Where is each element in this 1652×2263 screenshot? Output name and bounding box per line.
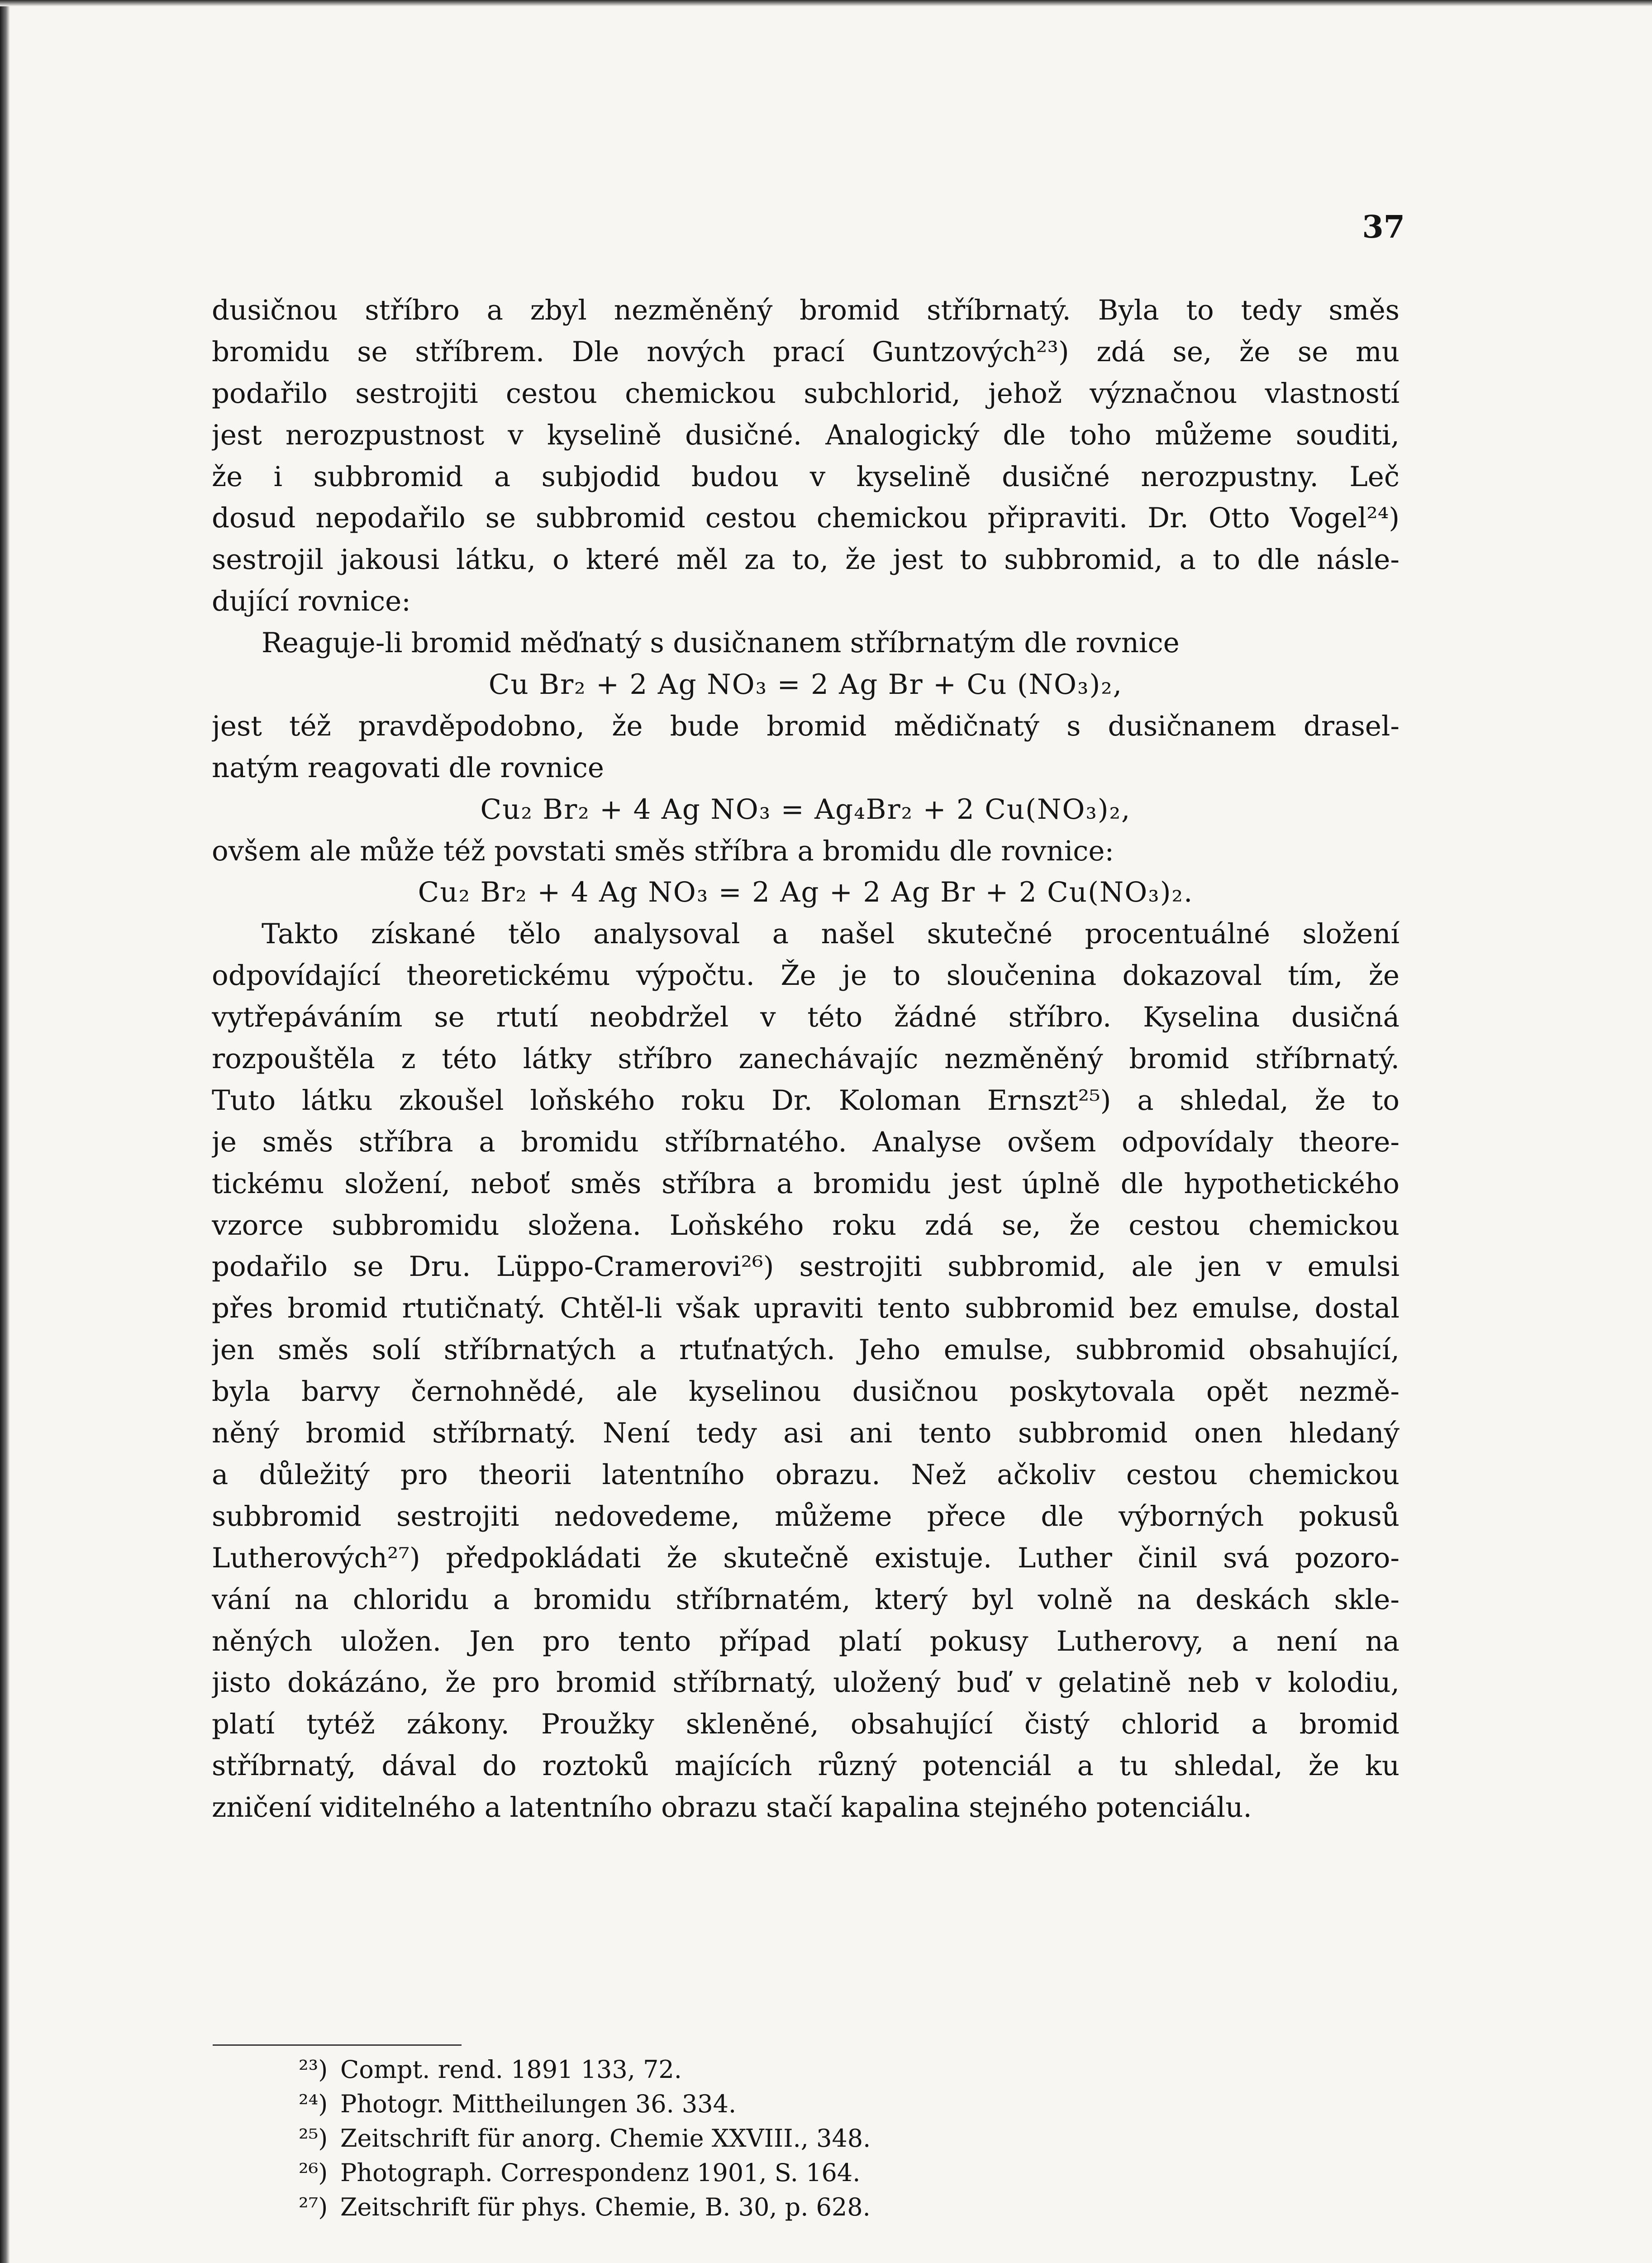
footnote-26 bbox=[299, 2156, 977, 2190]
footnote-text: Zeitschrift für anorg. Chemie XXVIII., 348. bbox=[340, 2124, 871, 2153]
text-line: zničení viditelného a latentního obrazu stačí kapalina stejného potenciálu. bbox=[212, 1791, 1252, 1824]
footnote-23 bbox=[299, 2053, 977, 2087]
text-line: dosud nepodařilo se subbromid cestou chemickou připraviti. Dr. Otto Vogel²⁴) bbox=[212, 502, 1400, 535]
text-line: vzorce subbromidu složena. Loňského roku zdá se, že cestou chemickou bbox=[212, 1209, 1400, 1241]
text-line: jest nerozpustnost v kyselině dusičné. Analogický dle toho můžeme souditi, bbox=[212, 419, 1400, 451]
text-line: jest též pravděpodobno, že bude bromid mědičnatý s dusičnanem drasel- bbox=[212, 710, 1400, 742]
text-line: jen směs solí stříbrnatých a rtuťnatých. Jeho emulse, subbromid obsahující, bbox=[212, 1334, 1400, 1366]
footnote-25 bbox=[299, 2121, 977, 2156]
footnote-text: Photograph. Correspondenz 1901, S. 164. bbox=[340, 2158, 861, 2187]
text-line: přes bromid rtutičnatý. Chtěl-li však upraviti tento subbromid bez emulse, dostal bbox=[212, 1292, 1400, 1325]
text-line: dující rovnice: bbox=[212, 585, 411, 618]
text-line: podařilo se Dru. Lüppo-Cramerovi²⁶) sestrojiti subbromid, ale jen v emulsi bbox=[212, 1251, 1400, 1283]
text-line: Lutherových²⁷) předpokládati že skutečně existuje. Luther činil svá pozoro- bbox=[212, 1542, 1400, 1574]
text-line: jisto dokázáno, že pro bromid stříbrnatý, uložený buď v gelatině neb v kolodiu, bbox=[212, 1666, 1400, 1699]
text-line: tickému složení, neboť směs stříbra a bromidu jest úplně dle hypothetického bbox=[212, 1167, 1400, 1200]
text-line: subbromid sestrojiti nedovedeme, můžeme přece dle výborných pokusů bbox=[212, 1500, 1400, 1533]
text-line: rozpouštěla z této látky stříbro zanechávajíc nezměněný bromid stříbrnatý. bbox=[212, 1043, 1400, 1075]
text-line: podařilo sestrojiti cestou chemickou subchlorid, jehož význačnou vlastností bbox=[212, 377, 1400, 410]
text-line: něných uložen. Jen pro tento případ platí pokusy Lutherovy, a není na bbox=[212, 1625, 1400, 1657]
text-line: byla barvy černohnědé, ale kyselinou dusičnou poskytovala opět nezmě- bbox=[212, 1375, 1400, 1408]
footnote-divider bbox=[213, 2044, 462, 2046]
text-line: stříbrnatý, dával do roztoků majících různý potenciál a tu shledal, že ku bbox=[212, 1750, 1400, 1782]
footnote-mark: ²⁷) bbox=[299, 2193, 328, 2221]
text-line: vytřepáváním se rtutí neobdržel v této žádné stříbro. Kyselina dusičná bbox=[212, 1001, 1400, 1034]
text-line: něný bromid stříbrnatý. Není tedy asi ani tento subbromid onen hledaný bbox=[212, 1417, 1400, 1450]
text-line: Tuto látku zkoušel loňského roku Dr. Koloman Ernszt²⁵) a shledal, že to bbox=[212, 1084, 1400, 1117]
text-line: natým reagovati dle rovnice bbox=[212, 751, 604, 784]
footnote-mark: ²³) bbox=[299, 2055, 328, 2084]
chemical-equation: Cu₂ Br₂ + 4 Ag NO₃ = Ag₄Br₂ + 2 Cu(NO₃)₂, bbox=[480, 793, 1131, 826]
footnote-mark: ²⁶) bbox=[299, 2158, 328, 2187]
text-line: odpovídající theoretickému výpočtu. Že je to sloučenina dokazoval tím, že bbox=[212, 960, 1400, 992]
text-line: že i subbromid a subjodid budou v kyselině dusičné nerozpustny. Leč bbox=[212, 460, 1400, 493]
chemical-equation: Cu Br₂ + 2 Ag NO₃ = 2 Ag Br + Cu (NO₃)₂, bbox=[488, 668, 1123, 701]
footnote-text: Zeitschrift für phys. Chemie, B. 30, p. 628. bbox=[340, 2193, 871, 2221]
text-line: vání na chloridu a bromidu stříbrnatém, který byl volně na deskách skle- bbox=[212, 1583, 1400, 1616]
page-number: 37 bbox=[1362, 209, 1405, 245]
footnote-mark: ²⁴) bbox=[299, 2090, 328, 2118]
footnote-text: Photogr. Mittheilungen 36. 334. bbox=[340, 2090, 737, 2118]
footnote-27 bbox=[299, 2190, 977, 2225]
text-line: dusičnou stříbro a zbyl nezměněný bromid stříbrnatý. Byla to tedy směs bbox=[212, 294, 1400, 326]
text-line: je směs stříbra a bromidu stříbrnatého. Analyse ovšem odpovídaly theore- bbox=[212, 1126, 1400, 1158]
scan-edge bbox=[0, 0, 10, 2263]
text-line: platí tytéž zákony. Proužky skleněné, obsahující čistý chlorid a bromid bbox=[212, 1708, 1400, 1741]
footnote-mark: ²⁵) bbox=[299, 2124, 328, 2153]
footnote-text: Compt. rend. 1891 133, 72. bbox=[340, 2055, 682, 2084]
text-line: ovšem ale může též povstati směs stříbra a bromidu dle rovnice: bbox=[212, 835, 1114, 867]
text-line: Reaguje-li bromid měďnatý s dusičnanem stříbrnatým dle rovnice bbox=[262, 627, 1180, 659]
scan-edge-top bbox=[0, 0, 1652, 6]
text-line: Takto získané tělo analysoval a našel skutečné procentuálné složení bbox=[262, 918, 1400, 950]
body-text bbox=[212, 290, 1400, 1829]
text-line: a důležitý pro theorii latentního obrazu. Než ačkoliv cestou chemickou bbox=[212, 1458, 1400, 1491]
footnotes bbox=[299, 2053, 977, 2225]
text-line: bromidu se stříbrem. Dle nových prací Guntzových²³) zdá se, že se mu bbox=[212, 335, 1400, 368]
chemical-equation: Cu₂ Br₂ + 4 Ag NO₃ = 2 Ag + 2 Ag Br + 2 Cu(NO₃)₂. bbox=[418, 876, 1194, 909]
text-line: sestrojil jakousi látku, o které měl za to, že jest to subbromid, a to dle násle- bbox=[212, 544, 1400, 576]
footnote-24 bbox=[299, 2087, 977, 2121]
